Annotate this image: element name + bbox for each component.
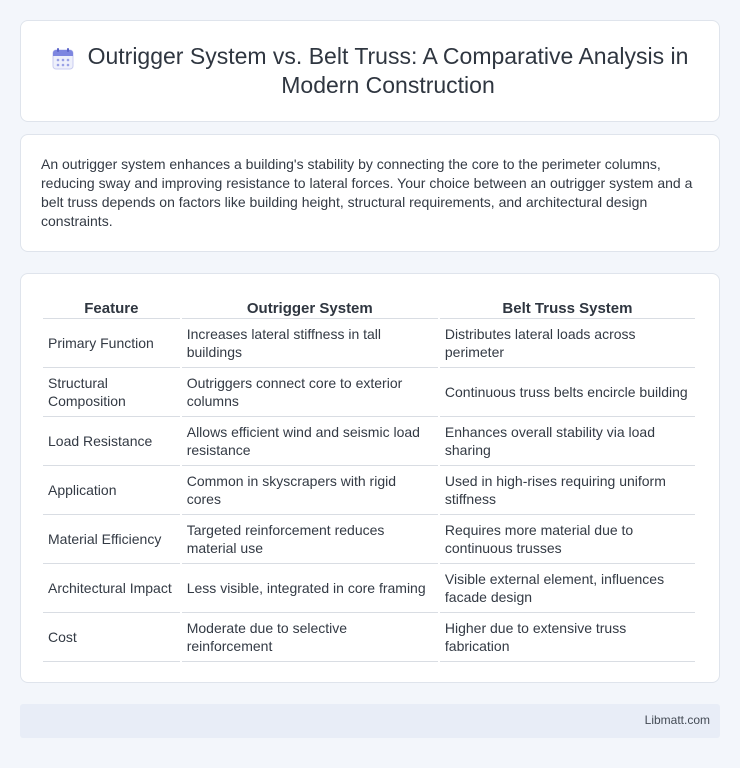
intro-paragraph: An outrigger system enhances a building's stability by connecting the core to the perimeter columns, reducing sway and improving resistance to lateral forces. Your choice between an outrigger system and a belt truss depends on factors like building height, structural requirements, and architectural design constraints. [41,156,693,229]
table-row [43,368,695,417]
feature-cell: Application [43,466,180,515]
table-row [43,417,695,466]
feature-cell: Cost [43,613,180,662]
title-card [20,20,720,122]
outrigger-cell: Less visible, integrated in core framing [182,564,438,613]
feature-cell: Material Efficiency [43,515,180,564]
outrigger-cell: Increases lateral stiffness in tall buildings [182,319,438,368]
table-row [43,515,695,564]
table-header-row [43,298,695,319]
intro-card [20,134,720,252]
feature-cell: Architectural Impact [43,564,180,613]
belt-truss-cell: Continuous truss belts encircle building [440,368,695,417]
belt-truss-cell: Distributes lateral loads across perimeter [440,319,695,368]
outrigger-cell: Common in skyscrapers with rigid cores [182,466,438,515]
feature-cell: Primary Function [43,319,180,368]
feature-cell: Structural Composition [43,368,180,417]
belt-truss-cell: Higher due to extensive truss fabrication [440,613,695,662]
footer-site-link[interactable]: Libmatt.com [644,713,710,727]
table-row [43,564,695,613]
outrigger-cell: Outriggers connect core to exterior columns [182,368,438,417]
comparison-card [20,273,720,683]
header-belt-truss-system: Belt Truss System [440,298,695,319]
belt-truss-cell: Visible external element, influences facade design [440,564,695,613]
comparison-table [41,298,697,662]
header-outrigger-system: Outrigger System [182,298,438,319]
belt-truss-cell: Used in high-rises requiring uniform stiffness [440,466,695,515]
outrigger-cell: Targeted reinforcement reduces material use [182,515,438,564]
table-row [43,319,695,368]
feature-cell: Load Resistance [43,417,180,466]
page-title: Outrigger System vs. Belt Truss: A Comparative Analysis in Modern Construction [87,43,689,98]
belt-truss-cell: Requires more material due to continuous trusses [440,515,695,564]
table-row [43,613,695,662]
header-feature: Feature [43,298,180,319]
table-row [43,466,695,515]
belt-truss-cell: Enhances overall stability via load sharing [440,417,695,466]
outrigger-cell: Moderate due to selective reinforcement [182,613,438,662]
footer-bar [20,704,720,738]
outrigger-cell: Allows efficient wind and seismic load resistance [182,417,438,466]
